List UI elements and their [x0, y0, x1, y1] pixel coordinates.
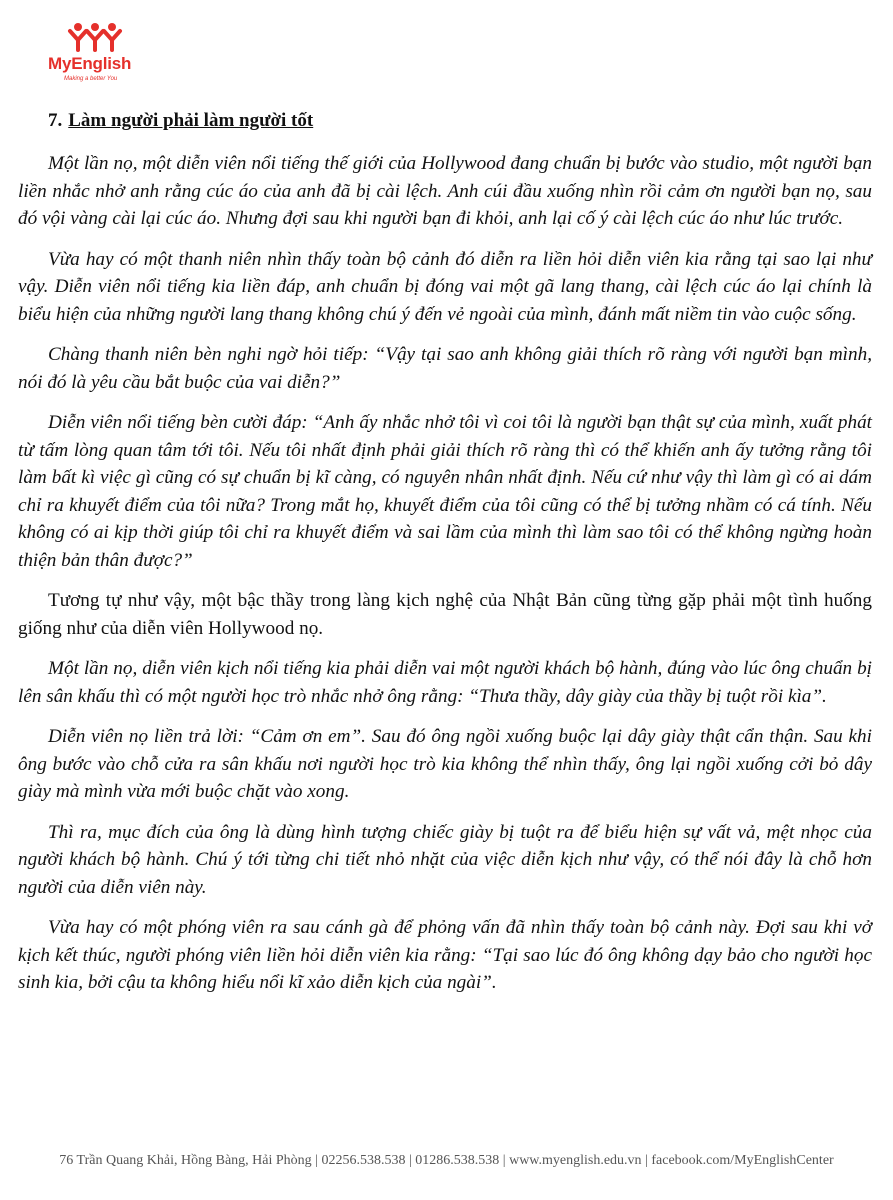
people-logo-icon: [66, 22, 128, 52]
paragraph: Chàng thanh niên bèn nghi ngờ hỏi tiếp: “Vậy tại sao anh không giải thích rõ ràng với người bạn mình, nói đó là yêu cầu bắt buộc của vai diễn?”: [18, 344, 872, 393]
paragraph: Vừa hay có một thanh niên nhìn thấy toàn bộ cảnh đó diễn ra liền hỏi diễn viên kia rằng tại sao lại như vậy. Diễn viên nổi tiếng kia liền đáp, anh chuẩn bị đóng vai một gã lang thang, cài lệch cúc áo lại chính là biểu hiện của những người lang thang không chú ý đến vẻ ngoài của mình, đánh mất niềm tin vào cuộc sống.: [18, 248, 872, 325]
brand-logo: [48, 22, 158, 92]
paragraph: Vừa hay có một phóng viên ra sau cánh gà để phỏng vấn đã nhìn thấy toàn bộ cảnh này. Đợi sau khi vở kịch kết thúc, người phóng viên liền hỏi diễn viên kia rằng: “Tại sao lúc đó ông không dạy bảo cho người học sinh kia, bởi cậu ta không hiểu nổi kĩ xảo diễn kịch của ngài”.: [18, 917, 872, 993]
article-body: [18, 150, 872, 1010]
paragraph: Diễn viên nổi tiếng bèn cười đáp: “Anh ấy nhắc nhở tôi vì coi tôi là người bạn thật sự của mình, xuất phát từ tấm lòng quan tâm tới tôi. Nếu tôi nhất định phải giải thích rõ ràng thì có thể khiến anh ấy tưởng rằng tôi làm bất kì việc gì cũng có sự chuẩn bị kĩ càng, có nguyên nhân nhất định. Nếu cứ như vậy thì làm gì có ai dám chỉ ra khuyết điểm của tôi nữa? Trong mắt họ, khuyết điểm của tôi cũng có thể bị tưởng nhầm có cá tính. Nếu không có ai kịp thời giúp tôi chỉ ra khuyết điểm và sai lầm của mình thì làm sao tôi có thể không ngừng hoàn thiện bản thân được?”: [18, 412, 872, 571]
logo-tagline: Making a better You: [64, 76, 118, 82]
paragraph: Thì ra, mục đích của ông là dùng hình tượng chiếc giày bị tuột ra để biểu hiện sự vất vả, mệt nhọc của người khách bộ hành. Chú ý tới từng chi tiết nhỏ nhặt của việc diễn kịch như vậy, có thể nói đây là chỗ hơn người của diễn viên này.: [18, 821, 872, 898]
paragraph: Diễn viên nọ liền trả lời: “Cảm ơn em”. Sau đó ông ngồi xuống buộc lại dây giày thật cẩn thận. Sau khi ông bước vào chỗ cửa ra sân khấu nơi người học trò kia không thể nhìn thấy, ông lại ngồi xuống cởi bỏ dây giày mà mình vừa mới buộc chặt vào xong.: [18, 726, 872, 802]
page-footer: 76 Trần Quang Khải, Hồng Bàng, Hải Phòng | 02256.538.538 | 01286.538.538 | www.myenglish.edu.vn | facebook.com/MyEnglishCenter: [59, 1153, 834, 1168]
section-heading: [48, 110, 313, 132]
logo-name: MyEnglish: [48, 54, 132, 73]
paragraph: Tương tự như vậy, một bậc thầy trong làng kịch nghệ của Nhật Bản cũng từng gặp phải một tình huống giống như của diễn viên Hollywood nọ.: [18, 590, 872, 639]
section-title: Làm người phải làm người tốt: [68, 110, 314, 131]
section-number: 7.: [48, 110, 63, 131]
paragraph: Một lần nọ, một diễn viên nổi tiếng thế giới của Hollywood đang chuẩn bị bước vào studio, một người bạn liền nhắc nhở anh rằng cúc áo của anh đã bị cài lệch. Anh cúi đầu xuống nhìn rồi cảm ơn người bạn nọ, sau đó vội vàng cài lại cúc áo. Nhưng đợi sau khi người bạn đi khỏi, anh lại cố ý cài lệch cúc áo như lúc trước.: [18, 153, 872, 229]
paragraph: Một lần nọ, diễn viên kịch nổi tiếng kia phải diễn vai một người khách bộ hành, đúng vào lúc ông chuẩn bị lên sân khấu thì có một người học trò nhắc nhở ông rằng: “Thưa thầy, dây giày của thầy bị tuột rồi kìa”.: [18, 658, 872, 707]
